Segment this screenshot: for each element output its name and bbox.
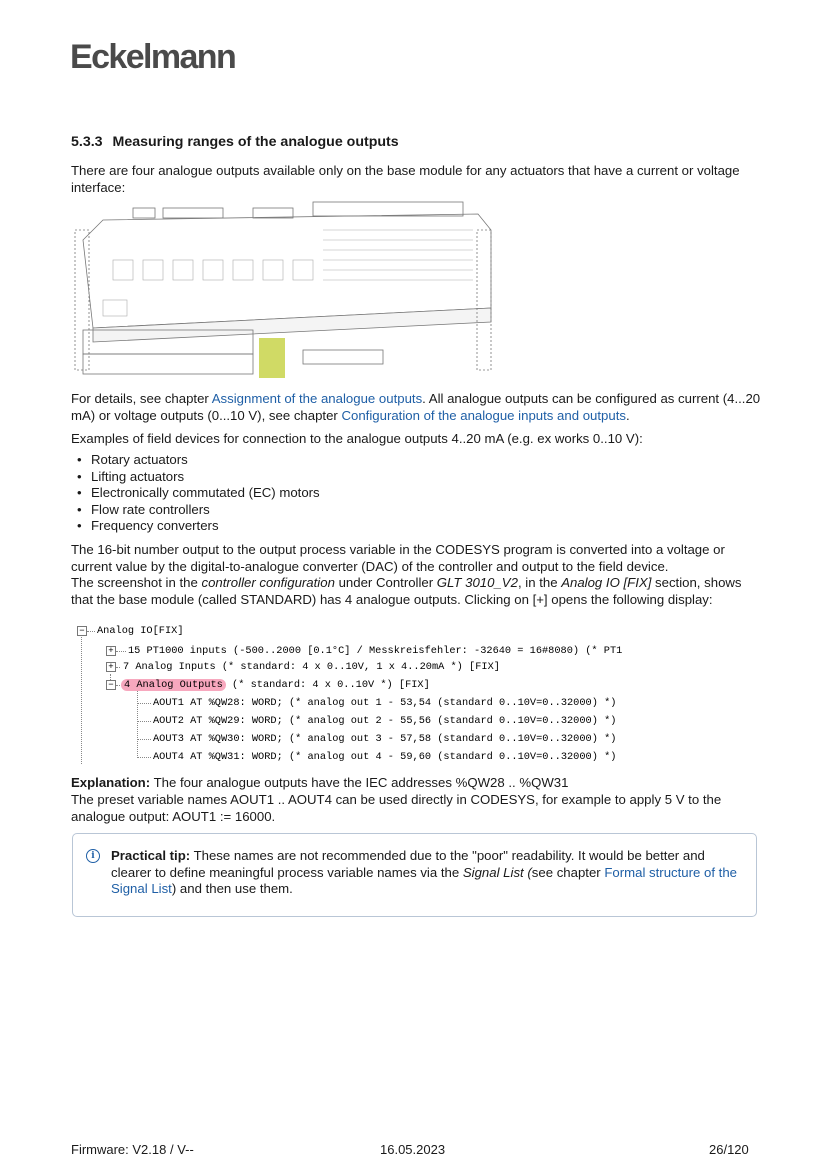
section-title-text: Measuring ranges of the analogue outputs — [112, 134, 399, 150]
link-configuration-analogue-io[interactable]: Configuration of the analogue inputs and outputs — [341, 407, 626, 423]
explanation-label: Explanation: — [71, 775, 151, 790]
analog-io-tree — [77, 624, 677, 764]
company-logo: Eckelmann — [70, 38, 236, 76]
explanation-text: The four analogue outputs have the IEC addresses %QW28 .. %QW31 — [150, 775, 569, 790]
screenshot-paragraph — [71, 575, 761, 608]
list-item: • Flow rate controllers — [71, 502, 320, 519]
collapse-icon[interactable]: − — [77, 626, 87, 636]
details-text-c: . — [625, 407, 630, 423]
tree-node-analog-outputs[interactable] — [121, 678, 430, 692]
details-paragraph — [71, 391, 761, 424]
sp-italic-3: Analog IO [FIX] — [561, 575, 652, 590]
details-text-a: For details, see chapter — [71, 391, 212, 406]
field-devices-list — [71, 452, 320, 535]
explanation-paragraph — [71, 775, 761, 792]
sp-text-a: The screenshot in the — [71, 575, 202, 590]
tree-node-pt1000[interactable]: 15 PT1000 inputs (-500..2000 [0.1°C] / Messkreisfehler: -32640 = 16#8080) (* PT1 — [128, 645, 623, 657]
tree-root: Analog IO[FIX] — [97, 625, 184, 637]
sp-text-d: section, shows that the base module (called STANDARD) has 4 analogue outputs. Clicking on [+] opens the following display: — [71, 575, 742, 607]
highlight-analog-outputs: 4 Analog Outputs — [121, 679, 226, 691]
list-item: • Lifting actuators — [71, 469, 320, 486]
link-formal-structure-signal-list[interactable]: Formal structure of the Signal List — [111, 864, 737, 896]
tree-leaf-aout2[interactable]: AOUT2 AT %QW29: WORD; (* analog out 2 - 55,56 (standard 0..10V=0..32000) *) — [153, 715, 617, 727]
info-icon: i — [86, 849, 100, 863]
tip-text-a: These names are not recommended due to the "poor" readability. It would be better and clearer to define meaningful process variable names via the — [111, 848, 705, 880]
list-item: • Frequency converters — [71, 518, 320, 535]
tip-label: Practical tip: — [111, 848, 191, 863]
tree-leaf-aout4[interactable]: AOUT4 AT %QW31: WORD; (* analog out 4 - 59,60 (standard 0..10V=0..32000) *) — [153, 751, 617, 763]
practical-tip-box — [72, 833, 757, 917]
sp-italic-1: controller configuration — [201, 575, 335, 590]
list-item: • Rotary actuators — [71, 452, 320, 469]
tree-leaf-aout1[interactable]: AOUT1 AT %QW28: WORD; (* analog out 1 - 53,54 (standard 0..10V=0..32000) *) — [153, 697, 617, 709]
intro-paragraph: There are four analogue outputs available only on the base module for any actuators that have a current or voltage interface: — [71, 163, 740, 195]
collapse-icon[interactable]: − — [106, 680, 116, 690]
footer-page-number: 26/120 — [709, 1142, 749, 1157]
footer-date: 16.05.2023 — [380, 1142, 446, 1157]
base-module-illustration — [73, 200, 493, 382]
section-number: 5.3.3 — [71, 134, 103, 150]
sp-text-c: , in the — [517, 575, 562, 590]
details-text-b: . All analogue outputs can be configured as current (4...20 mA) or voltage outputs (0...10 V), see chapter — [71, 391, 761, 423]
explanation-paragraph-2: The preset variable names AOUT1 .. AOUT4 can be used directly in CODESYS, for example to apply 5 V to the analogue output: AOUT1 := 16000. — [71, 792, 722, 824]
examples-intro: Examples of field devices for connection to the analogue outputs 4..20 mA (e.g. ex works 0..10 V): — [71, 431, 643, 446]
analogue-output-terminals — [259, 338, 285, 378]
section-title — [71, 134, 399, 150]
tree-node-analog-outputs-rest: (* standard: 4 x 0..10V *) [FIX] — [225, 679, 430, 691]
expand-icon[interactable]: + — [106, 646, 116, 656]
tip-italic: Signal List ( — [462, 864, 532, 880]
tip-text-b: see chapter — [531, 864, 605, 880]
tip-text — [111, 848, 741, 898]
list-item: • Electronically commutated (EC) motors — [71, 485, 320, 502]
sp-text-b: under Controller — [334, 575, 437, 590]
tree-node-analog-inputs[interactable]: 7 Analog Inputs (* standard: 4 x 0..10V, 1 x 4..20mA *) [FIX] — [123, 661, 500, 673]
footer-firmware: Firmware: V2.18 / V-- — [71, 1142, 194, 1157]
expand-icon[interactable]: + — [106, 662, 116, 672]
tip-text-c: ) and then use them. — [171, 881, 293, 896]
tree-leaf-aout3[interactable]: AOUT3 AT %QW30: WORD; (* analog out 3 - 57,58 (standard 0..10V=0..32000) *) — [153, 733, 617, 745]
conversion-paragraph: The 16-bit number output to the output process variable in the CODESYS program is converted into a voltage or current value by the digital-to-analogue converter (DAC) of the controller and output to the field device. — [71, 542, 725, 574]
sp-italic-2: GLT 3010_V2 — [436, 575, 518, 590]
link-assignment-analogue-outputs[interactable]: Assignment of the analogue outputs — [211, 391, 423, 406]
